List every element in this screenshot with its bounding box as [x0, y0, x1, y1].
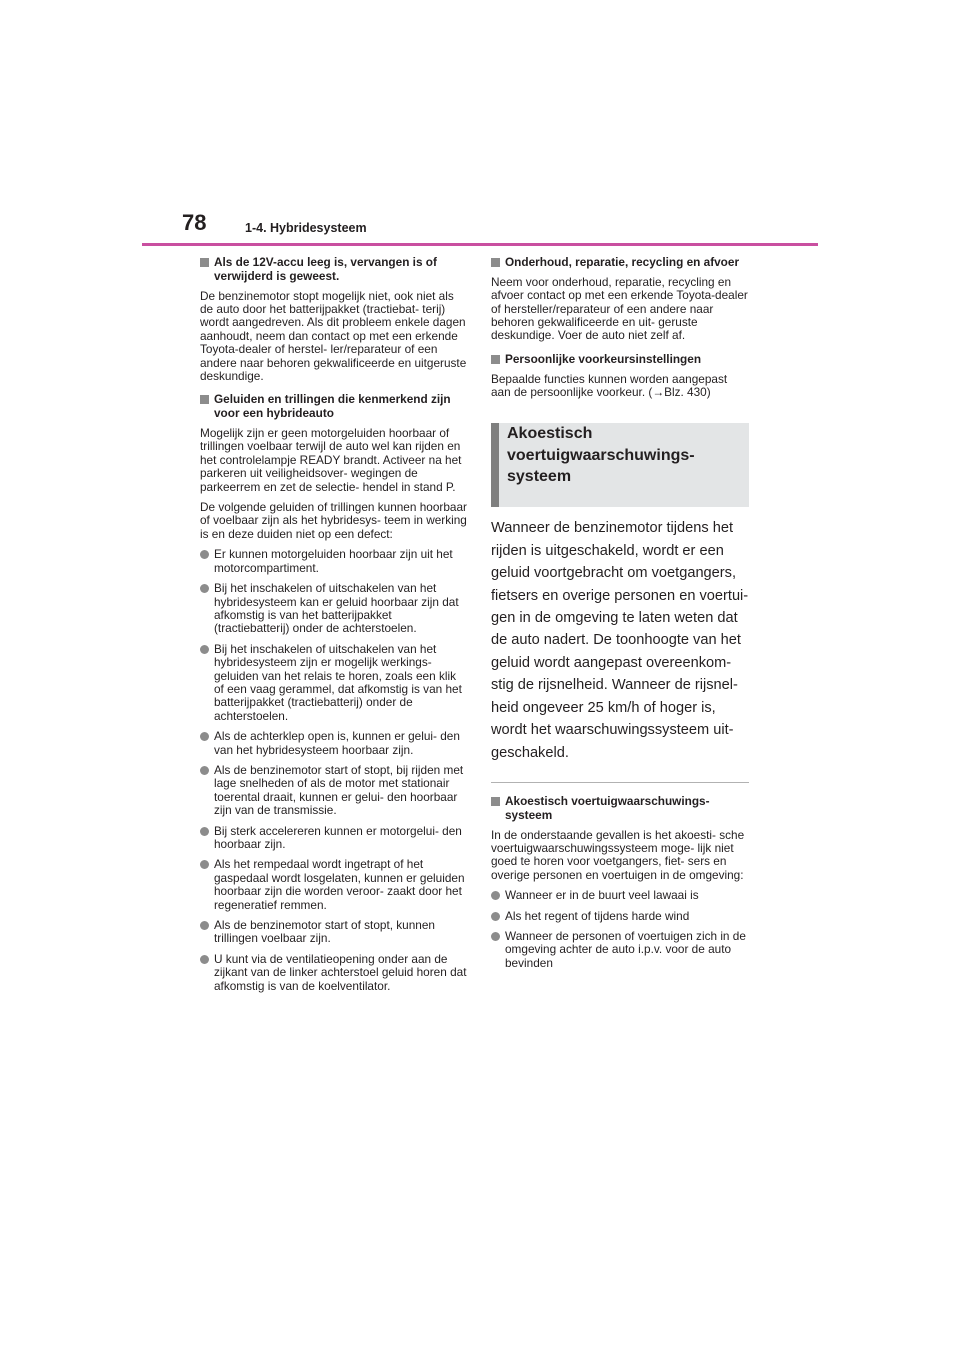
heading-text: Onderhoud, reparatie, recycling en afvoer [505, 255, 740, 269]
list-item [200, 858, 468, 912]
circle-bullet-icon [491, 912, 500, 921]
list-item-text: Bij het inschakelen of uitschakelen van het hybridesysteem kan er geluid hoorbaar zijn dat afkomstig is van het batterijpakket (tractiebatterij) onder de achterstoelen. [214, 581, 459, 636]
section-title: 1-4. Hybridesysteem [245, 221, 367, 235]
square-bullet-icon [491, 797, 500, 806]
section-box-title [491, 423, 749, 507]
paragraph: Neem voor onderhoud, reparatie, recycling en afvoer contact op met een erkende Toyota-dealer of hersteller/reparateur of een andere naar behoren gekwalificeerde en uit- geruste deskundige. Voer de auto niet zelf af. [491, 274, 748, 343]
heading-text: Als de 12V-accu leeg is, vervangen is of verwijderd is geweest. [214, 255, 437, 283]
heading-text: Persoonlijke voorkeursinstellingen [505, 351, 702, 366]
square-bullet-icon [200, 258, 209, 267]
right-column [491, 256, 749, 977]
heading-12v-battery [200, 256, 468, 284]
circle-bullet-icon [491, 932, 500, 941]
circle-bullet-icon [200, 732, 209, 741]
circle-bullet-icon [200, 860, 209, 869]
paragraph: Bepaalde functies kunnen worden aangepast aan de persoonlijke voorkeur. (→Blz. 430) [491, 371, 728, 400]
list-item [491, 889, 749, 902]
square-bullet-icon [200, 395, 209, 404]
list-item-text: Als het regent of tijdens harde wind [505, 908, 690, 923]
list-item [200, 582, 468, 636]
section-box-title-text: Akoestisch voertuigwaarschuwings- systeem [507, 425, 695, 486]
heading-text: Geluiden en trillingen die kenmerkend zijn voor een hybrideauto [214, 392, 451, 421]
paragraph: De volgende geluiden of trillingen kunnen hoorbaar of voelbaar zijn als het hybridesys- teem in werking is en deze duiden niet op een defect: [200, 500, 467, 541]
list-item-text: Er kunnen motorgeluiden hoorbaar zijn uit het motorcompartiment. [214, 547, 453, 575]
divider [491, 782, 749, 783]
list-item [200, 764, 468, 818]
circle-bullet-icon [200, 645, 209, 654]
page-number: 78 [182, 210, 207, 235]
list-item [491, 910, 749, 923]
circle-bullet-icon [200, 766, 209, 775]
circle-bullet-icon [200, 955, 209, 964]
paragraph: De benzinemotor stopt mogelijk niet, ook niet als de auto door het batterijpakket (tractiebat- terij) wordt aangedreven. Als dit probleem enkele dagen aanhoudt, neem dan contact op met een erkende Toyota-dealer of herstel- ler/reparateur of een andere naar behoren gekwalificeerde en uitgeruste deskundige. [200, 288, 467, 384]
list-item-text: Als de benzinemotor start of stopt, kunnen trillingen voelbaar zijn. [214, 918, 435, 946]
heading-maintenance [491, 256, 749, 270]
list-item [200, 730, 468, 757]
title-accent-bar [491, 423, 499, 507]
square-bullet-icon [491, 355, 500, 364]
list-item [491, 930, 749, 970]
list-item-text: Wanneer de personen of voertuigen zich in de omgeving achter de auto i.p.v. voor de auto bevinden [505, 928, 746, 970]
square-bullet-icon [491, 258, 500, 267]
list-item-text: Bij het inschakelen of uitschakelen van het hybridesysteem zijn er mogelijk werkings- geluiden van het relais te horen, zoals een klik of een vaag gerammel, dat afkomstig is van het batterijpakket (tractiebatterij) onder de achterstoelen. [214, 641, 462, 723]
list-item [200, 953, 468, 993]
paragraph: Mogelijk zijn er geen motorgeluiden hoorbaar of trillingen voelbaar terwijl de auto wel kan rijden en het controlelampje READY brandt. Activeer na het parkeren uit veiligheidsover- wegingen de parkeerrem en zet de selectie- hendel in stand P. [200, 426, 462, 494]
list-item [200, 548, 468, 575]
list-item [200, 919, 468, 946]
list-item-text: Bij sterk accelereren kunnen er motorgelui- den hoorbaar zijn. [214, 823, 462, 851]
circle-bullet-icon [491, 891, 500, 900]
intro-paragraph: Wanneer de benzinemotor tijdens het rijden is uitgeschakeld, wordt er een geluid voortgebracht om voetgangers, fietsers en overige personen en voertui- gen in de omgeving te laten weten dat de auto nadert. De toonhoogte van het geluid wordt aangepast overeenkom- stig de rijsnelheid. Wanneer de rijsnel- heid ongeveer 25 km/h of hoger is, wordt het waarschuwingssysteem uit- geschakeld. [491, 520, 749, 761]
list-item-text: Als het rempedaal wordt ingetrapt of het gaspedaal wordt losgelaten, kunnen er geluiden hoorbaar zijn die worden veroor- zaakt door het regeneratief remmen. [214, 857, 465, 912]
circle-bullet-icon [200, 921, 209, 930]
heading-acoustic-warning [491, 795, 749, 823]
heading-text: Akoestisch voertuigwaarschuwings- systeem [505, 793, 710, 822]
list-item-text: Als de achterklep open is, kunnen er gelui- den van het hybridesysteem hoorbaar zijn. [214, 729, 460, 757]
list-item [200, 643, 468, 723]
heading-sounds-vibrations [200, 393, 468, 421]
paragraph: In de onderstaande gevallen is het akoesti- sche voertuigwaarschuwingssysteem moge- lijk niet goed te horen voor voetgangers, fiet- sers en overige personen en voertuigen in de omgeving: [491, 827, 745, 882]
circle-bullet-icon [200, 827, 209, 836]
list-item [200, 825, 468, 852]
list-item-text: Als de benzinemotor start of stopt, bij rijden met lage snelheden of als de motor met stationair toerental draait, kunnen er gelui- den hoorbaar zijn van de transmissie. [214, 762, 464, 818]
left-column [200, 256, 468, 1000]
heading-personal-settings [491, 353, 749, 367]
header-rule [142, 243, 818, 246]
list-item-text: U kunt via de ventilatieopening onder aan de zijkant van de linker achterstoel geluid horen dat afkomstig is van de koelventilator. [214, 951, 467, 993]
circle-bullet-icon [200, 550, 209, 559]
list-item-text: Wanneer er in de buurt veel lawaai is [505, 888, 699, 903]
circle-bullet-icon [200, 584, 209, 593]
